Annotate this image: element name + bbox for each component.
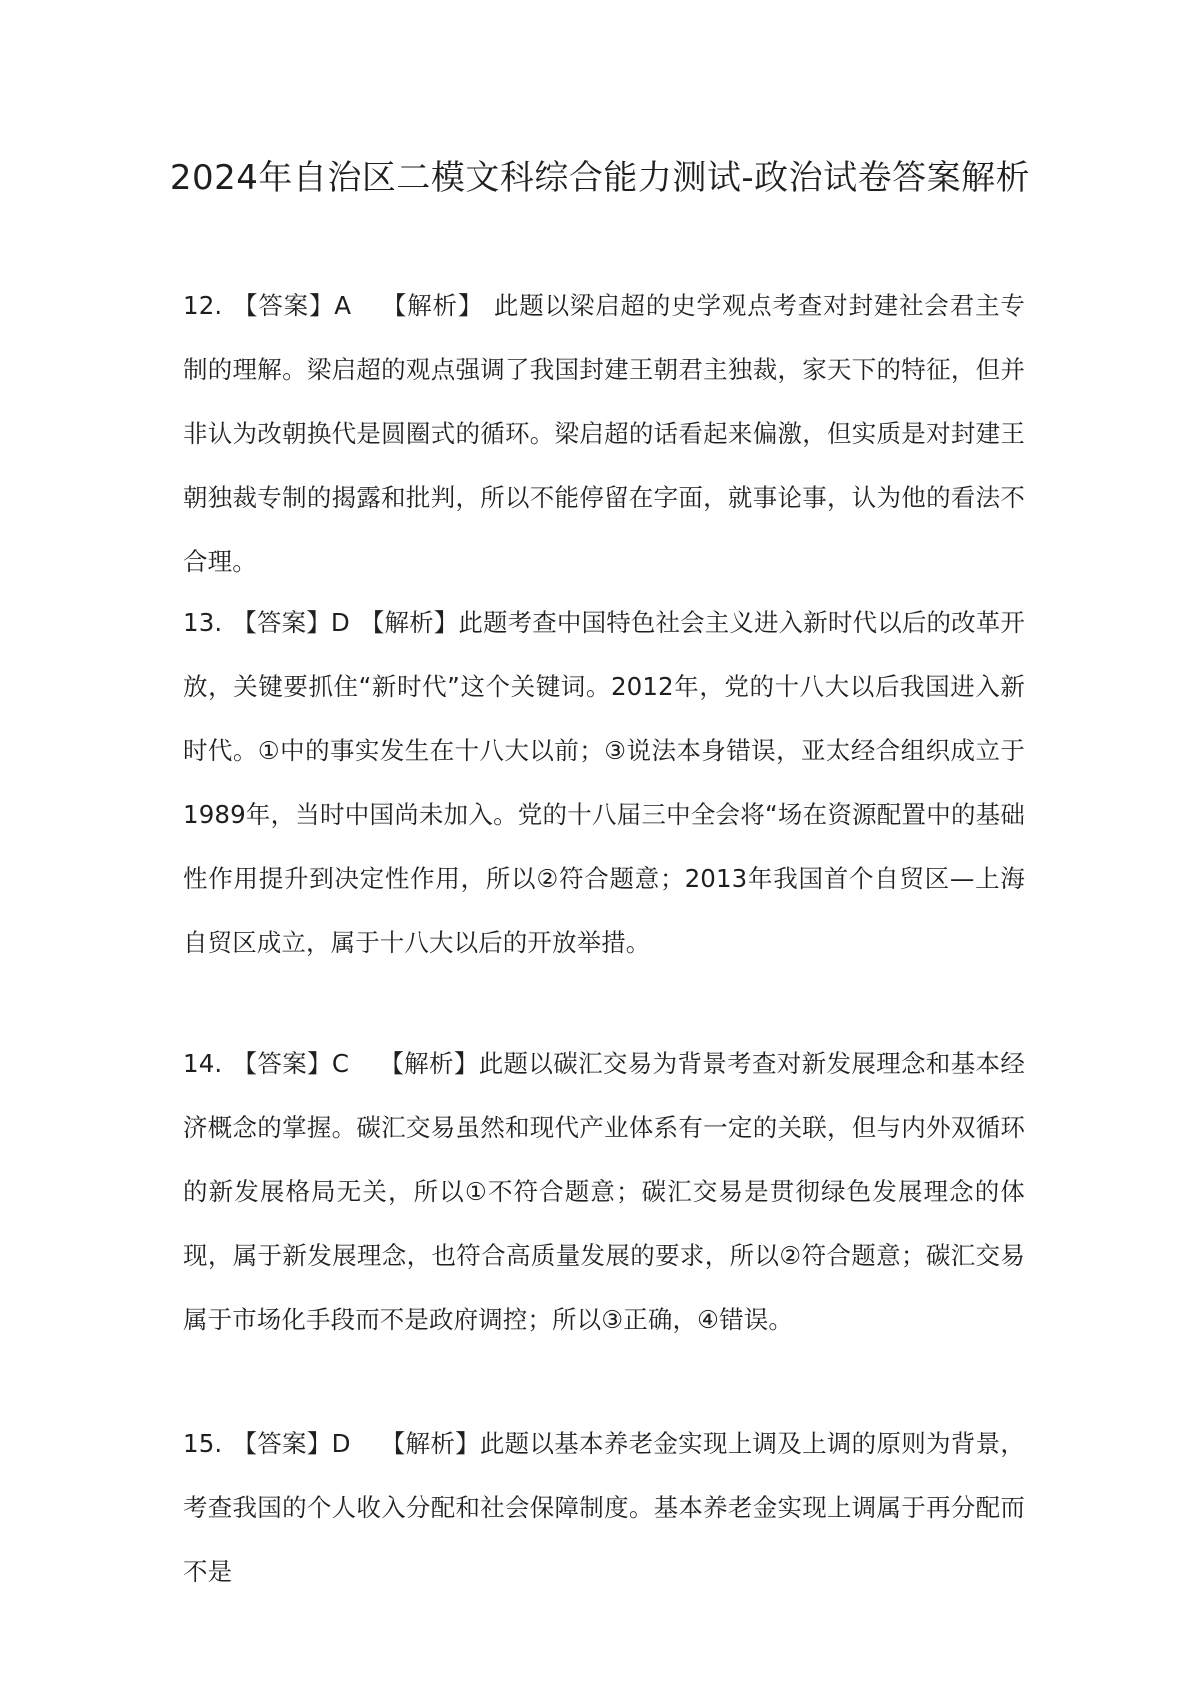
analysis-tag: 【解析】 xyxy=(359,608,459,637)
question-number: 12. xyxy=(183,291,223,320)
answer-tag: 【答案】 xyxy=(232,608,331,637)
answer-tag: 【答案】 xyxy=(232,1429,332,1458)
analysis-text: 此题以碳汇交易为背景考查对新发展理念和基本经济概念的掌握。碳汇交易虽然和现代产业体系有一定的关联，但与内外双循环的新发展格局无关，所以①不符合题意；碳汇交易是贯彻绿色发展理念的体现，属于新发展理念，也符合高质量发展的要求，所以②符合题意；碳汇交易属于市场化手段而不是政府调控；所以③正确，④错误。 xyxy=(183,1049,1025,1334)
analysis-text: 此题以基本养老金实现上调及上调的原则为背景，考查我国的个人收入分配和社会保障制度。基本养老金实现上调属于再分配而不是 xyxy=(183,1429,1025,1586)
answer-entry-15 xyxy=(183,1412,1025,1604)
answer-value: A xyxy=(334,291,352,320)
question-number: 15. xyxy=(183,1429,223,1458)
answer-entry-13 xyxy=(183,591,1025,975)
analysis-text: 此题以梁启超的史学观点考查对封建社会君主专制的理解。梁启超的观点强调了我国封建王朝君主独裁，家天下的特征，但并非认为改朝换代是圆圈式的循环。梁启超的话看起来偏激，但实质是对封建王朝独裁专制的揭露和批判，所以不能停留在字面，就事论事，认为他的看法不合理。 xyxy=(183,291,1026,576)
answer-tag: 【答案】 xyxy=(232,291,335,320)
answer-entry-12 xyxy=(183,274,1025,594)
answer-value: D xyxy=(331,1429,351,1458)
question-number: 14. xyxy=(183,1049,223,1078)
analysis-text: 此题考查中国特色社会主义进入新时代以后的改革开放，关键要抓住“新时代”这个关键词。2012年，党的十八大以后我国进入新时代。①中的事实发生在十八大以前；③说法本身错误，亚太经合组织成立于1989年，当时中国尚未加入。党的十八届三中全会将“场在资源配置中的基础性作用提升到决定性作用，所以②符合题意；2013年我国首个自贸区—上海自贸区成立，属于十八大以后的开放举措。 xyxy=(183,608,1025,957)
analysis-tag: 【解析】 xyxy=(380,1429,480,1458)
answer-value: D xyxy=(330,608,350,637)
document-title: 2024年自治区二模文科综合能力测试-政治试卷答案解析 xyxy=(169,158,1031,198)
answer-entry-14 xyxy=(183,1032,1025,1352)
analysis-tag: 【解析】 xyxy=(381,291,484,320)
answer-tag: 【答案】 xyxy=(232,1049,332,1078)
question-number: 13. xyxy=(183,608,223,637)
analysis-tag: 【解析】 xyxy=(379,1049,479,1078)
answer-value: C xyxy=(331,1049,350,1078)
